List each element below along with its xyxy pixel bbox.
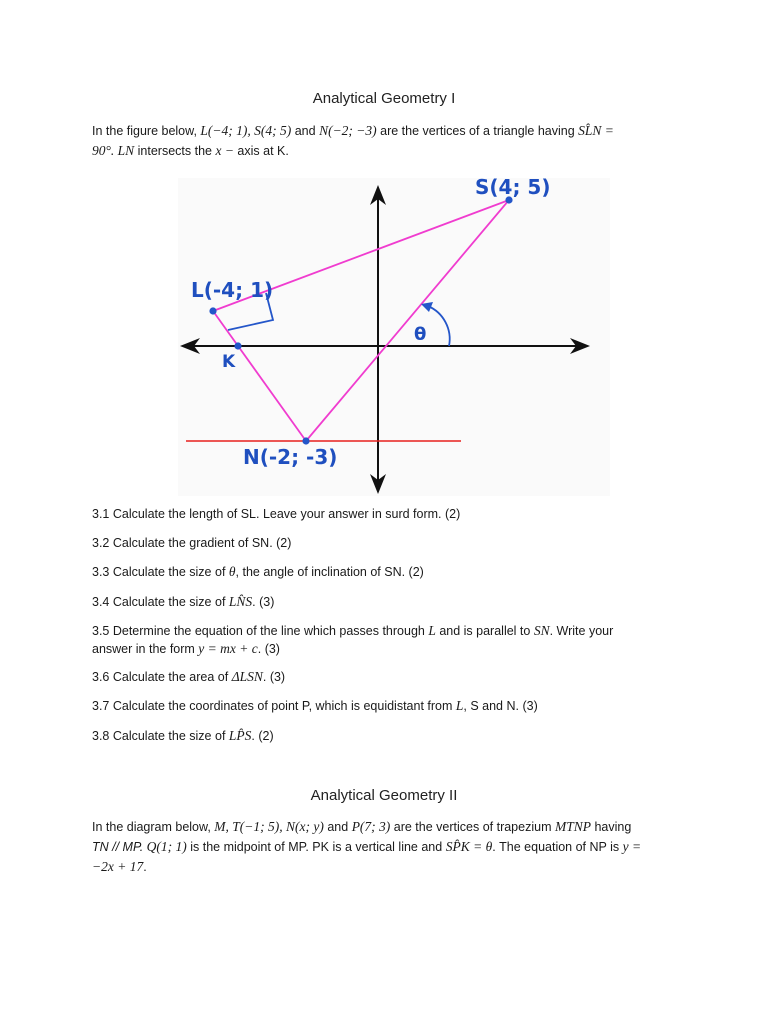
intro-math: M, T(−1; 5), N(x; y) bbox=[214, 819, 324, 834]
intro-text: are the vertices of a triangle having bbox=[376, 124, 579, 138]
label-N: N(-2; -3) bbox=[243, 445, 338, 469]
intro-text: . bbox=[143, 860, 147, 874]
question-text: 3.1 Calculate the length of SL. Leave your answer in surd form. (2) bbox=[92, 507, 461, 521]
label-S: S(4; 5) bbox=[475, 175, 551, 199]
section-2-intro bbox=[92, 817, 682, 877]
label-K: K bbox=[222, 352, 236, 372]
label-theta: θ bbox=[414, 324, 427, 345]
intro-text: intersects the bbox=[134, 144, 216, 158]
question-text: . (3) bbox=[262, 670, 286, 684]
intro-math: Q(1; 1) bbox=[146, 839, 187, 854]
question-text: answer in the form bbox=[92, 642, 199, 656]
question-text: . (2) bbox=[251, 729, 274, 743]
intro-math-axis: x − bbox=[215, 143, 234, 158]
intro-math-angle: SL̂N = bbox=[578, 123, 614, 138]
question-text: 3.2 Calculate the gradient of SN. (2) bbox=[92, 536, 292, 550]
question-math: y = mx + c bbox=[198, 641, 258, 656]
question-math: L bbox=[455, 698, 464, 713]
question-math: L bbox=[428, 623, 436, 638]
question-math: LP̂S bbox=[228, 728, 252, 743]
question-3-1 bbox=[92, 505, 672, 523]
question-text: 3.6 Calculate the area of bbox=[92, 670, 232, 684]
question-text: . Write your bbox=[549, 624, 614, 638]
question-text: . (3) bbox=[257, 642, 280, 656]
question-3-5 bbox=[92, 622, 672, 658]
intro-text: and bbox=[323, 820, 352, 834]
section-2-title: Analytical Geometry II bbox=[310, 787, 458, 804]
question-text: 3.3 Calculate the size of bbox=[92, 565, 229, 579]
section-2-line-3 bbox=[92, 857, 682, 877]
point-L bbox=[209, 307, 216, 314]
intro-text: In the figure below, bbox=[92, 124, 201, 138]
question-3-7 bbox=[92, 697, 672, 715]
intro-math-L-S: L(−4; 1), S(4; 5) bbox=[200, 123, 292, 138]
question-math: SN bbox=[533, 623, 550, 638]
question-math: LN̂S bbox=[228, 594, 253, 609]
intro-text: is the midpoint of MP. PK is a vertical line and bbox=[186, 840, 446, 854]
question-text: 3.8 Calculate the size of bbox=[92, 729, 229, 743]
question-3-4 bbox=[92, 593, 672, 611]
question-text: 3.5 Determine the equation of the line which passes through bbox=[92, 624, 429, 638]
intro-text: are the vertices of trapezium bbox=[390, 820, 555, 834]
question-text: , the angle of inclination of SN. (2) bbox=[235, 565, 424, 579]
intro-math: MTNP bbox=[554, 819, 591, 834]
question-3-6 bbox=[92, 668, 672, 686]
question-math: θ bbox=[228, 564, 236, 579]
question-3-5-line-2 bbox=[92, 640, 672, 658]
label-L: L(-4; 1) bbox=[191, 278, 274, 302]
point-N bbox=[302, 437, 309, 444]
intro-text: TN // MP. bbox=[92, 840, 147, 854]
section-1-title: Analytical Geometry I bbox=[312, 90, 456, 107]
intro-text: axis at K. bbox=[233, 144, 289, 158]
section-2-line-1 bbox=[92, 817, 682, 837]
intro-math-N: N(−2; −3) bbox=[319, 123, 377, 138]
question-text: 3.4 Calculate the size of bbox=[92, 595, 229, 609]
question-3-5-line-1 bbox=[92, 622, 672, 640]
point-K bbox=[234, 342, 241, 349]
question-text: 3.7 Calculate the coordinates of point P, which is equidistant from bbox=[92, 699, 456, 713]
intro-math: −2x + 17 bbox=[92, 859, 144, 874]
intro-math: y = bbox=[622, 839, 642, 854]
question-text: . (3) bbox=[252, 595, 275, 609]
question-math: ΔLSN bbox=[231, 669, 263, 684]
section-2-line-2 bbox=[92, 837, 682, 857]
question-3-2 bbox=[92, 534, 672, 552]
intro-text: In the diagram below, bbox=[92, 820, 215, 834]
intro-text: having bbox=[590, 820, 632, 834]
intro-math: P(7; 3) bbox=[351, 819, 391, 834]
question-3-3 bbox=[92, 563, 672, 581]
question-text: , S and N. (3) bbox=[463, 699, 538, 713]
question-text: and is parallel to bbox=[435, 624, 534, 638]
intro-math-deg: 90°. LN bbox=[92, 143, 135, 158]
question-3-8 bbox=[92, 727, 672, 745]
intro-text: and bbox=[291, 124, 320, 138]
intro-text: . The equation of NP is bbox=[492, 840, 623, 854]
intro-math: SP̂K = θ bbox=[445, 839, 493, 854]
